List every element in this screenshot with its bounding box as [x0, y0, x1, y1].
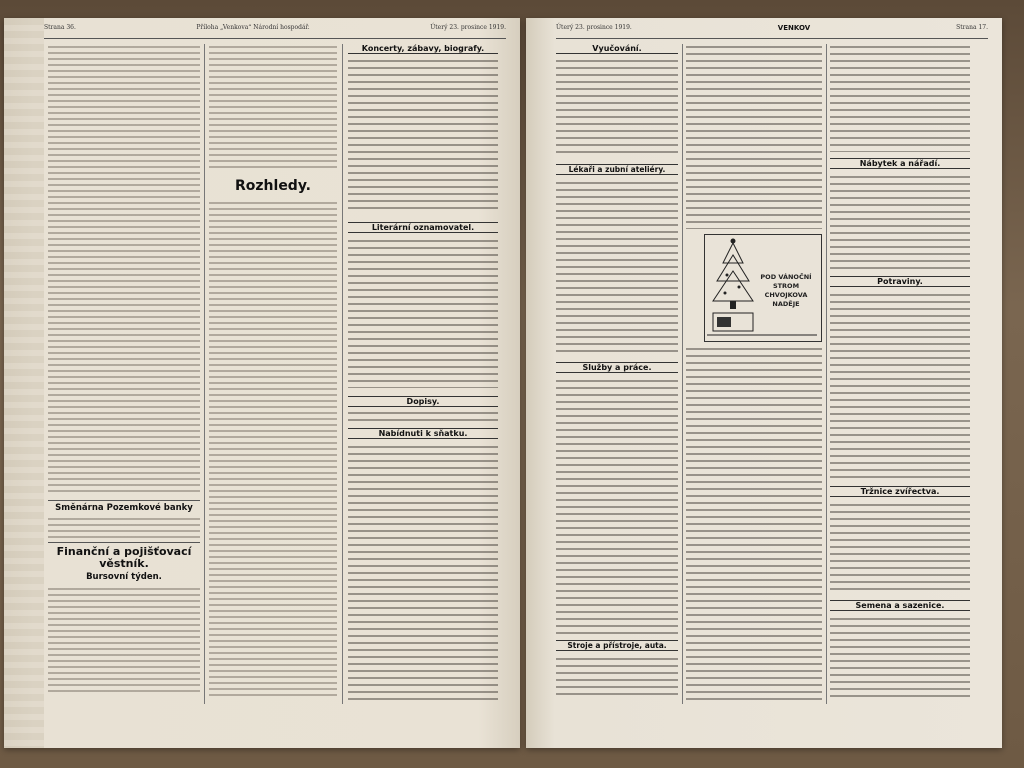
- rozhledy-text: [209, 200, 337, 700]
- article-text-column-2-top: [209, 44, 337, 172]
- lekari-listings: [556, 180, 678, 356]
- right-running-head: [556, 24, 988, 39]
- smenarna-text: [48, 516, 200, 538]
- trznice-headline: Tržnice zvířectva.: [830, 486, 970, 497]
- koncerty-listings: [348, 58, 498, 214]
- right-page-number: Strana 17.: [956, 24, 988, 31]
- stroje-listings: [556, 656, 678, 700]
- financni-headline: Finanční a pojišťovací věstník.: [56, 545, 192, 570]
- nabidnuti-headline: Nabídnuti k sňatku.: [348, 428, 498, 439]
- potraviny-headline: Potraviny.: [830, 276, 970, 287]
- divider: [48, 500, 200, 501]
- center-listings-top: [686, 44, 822, 229]
- column-rule: [342, 44, 343, 704]
- sluzby-listings: [556, 378, 678, 634]
- left-date: Úterý 23. prosince 1919.: [430, 24, 506, 31]
- dopisy-headline: Dopisy.: [348, 396, 498, 407]
- literarni-listings: [348, 238, 498, 388]
- lekari-headline: Lékaři a zubní ateliéry.: [556, 164, 678, 175]
- vyucovani-headline: Vyučování.: [556, 44, 678, 54]
- koncerty-headline: Koncerty, zábavy, biografy.: [348, 44, 498, 54]
- right-listings-top: [830, 44, 970, 152]
- newspaper-right-page: [526, 18, 1002, 748]
- column-rule: [682, 44, 683, 704]
- trznice-listings: [830, 502, 970, 594]
- christmas-ad-box: [704, 234, 822, 342]
- divider: [48, 542, 200, 543]
- dopisy-listings: [348, 410, 498, 422]
- center-listings-bottom: [686, 346, 822, 700]
- right-date: Úterý 23. prosince 1919.: [556, 24, 632, 31]
- masthead-venkov: VENKOV: [777, 24, 811, 32]
- semena-headline: Semena a sazenice.: [830, 600, 970, 611]
- sluzby-headline: Služby a práce.: [556, 362, 678, 373]
- bursovni-text: [48, 586, 200, 696]
- smenarna-headline: Směnárna Pozemkové banky: [55, 503, 193, 513]
- rozhledy-headline: Rozhledy.: [235, 178, 311, 194]
- column-rule: [826, 44, 827, 704]
- nabidnuti-listings: [348, 444, 498, 704]
- left-page-number: Strana 36.: [44, 24, 76, 31]
- newspaper-left-page: [4, 18, 520, 748]
- literarni-headline: Literární oznamovatel.: [348, 222, 498, 233]
- semena-listings: [830, 616, 970, 700]
- nabytek-listings: [830, 174, 970, 270]
- nabytek-headline: Nábytek a nářadí.: [830, 158, 970, 169]
- article-text-column-1: [48, 44, 200, 494]
- stroje-headline: Stroje a přístroje, auta.: [556, 640, 678, 651]
- bursovni-headline: Bursovní týden.: [86, 572, 162, 582]
- potraviny-listings: [830, 292, 970, 480]
- left-running-head: [44, 24, 506, 39]
- vyucovani-listings: [556, 58, 678, 158]
- column-rule: [204, 44, 205, 704]
- christmas-ad-caption: POD VÁNOČNÍ STROM CHVOJKOVA NADĚJE: [760, 273, 812, 308]
- torn-edge: [4, 18, 44, 748]
- left-supplement-title: Příloha „Venkova“ Národní hospodář.: [196, 24, 310, 31]
